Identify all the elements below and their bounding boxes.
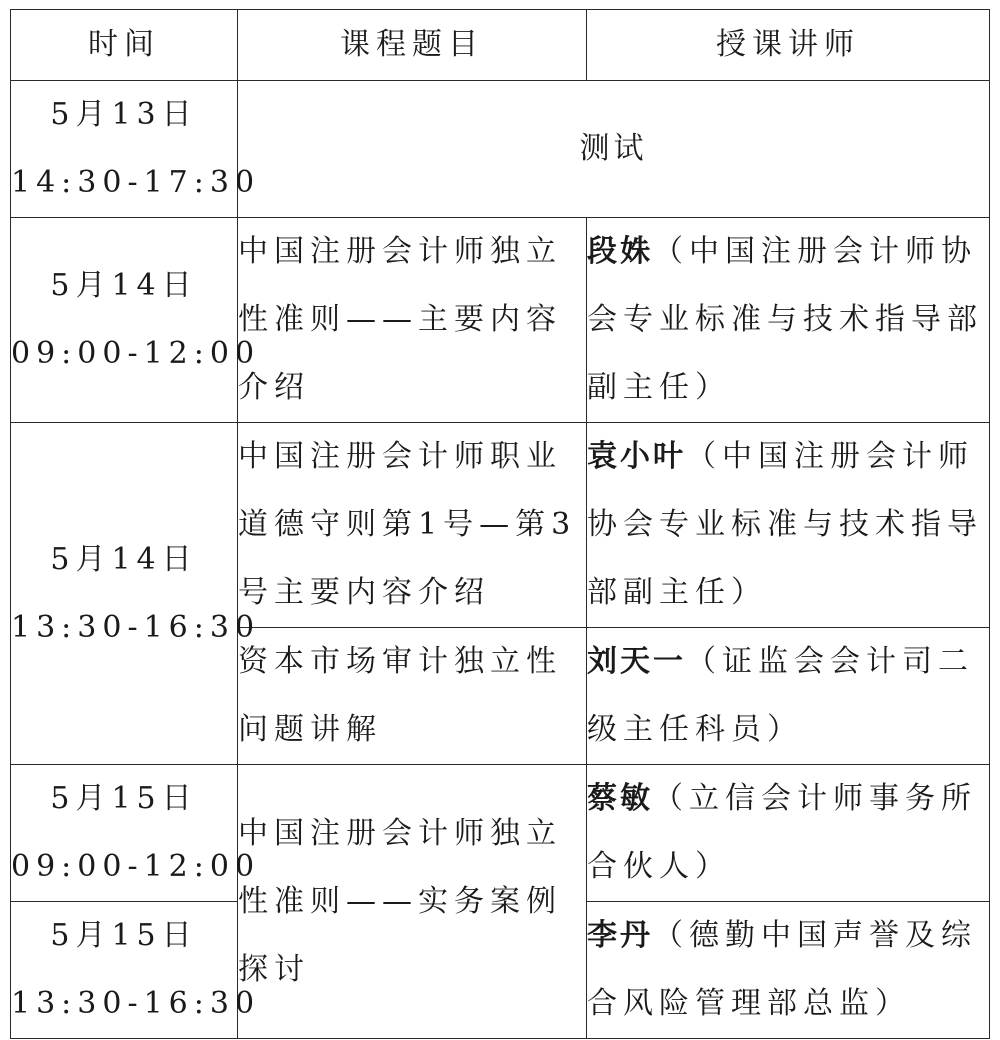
time-cell	[11, 218, 261, 423]
lecturer-cell	[587, 218, 990, 423]
time-cell	[11, 902, 261, 1039]
lecturer-title: （中国注册会计师协会专业标准与技术指导部副主任）	[587, 439, 983, 610]
time-range-text: 13:30-16:30	[11, 986, 261, 1021]
schedule-table	[10, 9, 990, 1039]
date-text: 5月14日	[50, 268, 198, 303]
lecturer-name: 李丹	[587, 918, 653, 953]
topic-cell: 中国注册会计师职业道德守则第1号—第3号主要内容介绍	[238, 423, 587, 628]
topic-cell: 测试	[238, 81, 990, 218]
date-text: 5月13日	[50, 97, 198, 132]
header-topic: 课程题目	[238, 10, 587, 81]
topic-cell: 中国注册会计师独立性准则——实务案例探讨	[238, 765, 587, 1039]
lecturer-cell	[587, 423, 990, 628]
time-cell	[11, 765, 261, 902]
lecturer-cell	[587, 902, 990, 1039]
time-range-text: 14:30-17:30	[11, 165, 261, 200]
time-range-text: 09:00-12:00	[11, 849, 261, 884]
lecturer-title: （德勤中国声誉及综合风险管理部总监）	[587, 918, 977, 1021]
topic-cell: 中国注册会计师独立性准则——主要内容介绍	[238, 218, 587, 423]
header-row	[11, 10, 990, 81]
header-lecturer: 授课讲师	[587, 10, 990, 81]
date-text: 5月15日	[50, 781, 198, 816]
lecturer-cell	[587, 628, 990, 765]
table-row	[11, 81, 990, 218]
time-range-text: 13:30-16:30	[11, 609, 261, 645]
topic-cell: 资本市场审计独立性问题讲解	[238, 628, 587, 765]
time-cell	[11, 423, 261, 765]
lecturer-title: （立信会计师事务所合伙人）	[587, 781, 977, 884]
lecturer-name: 段姝	[587, 234, 653, 269]
lecturer-name: 蔡敏	[587, 781, 653, 816]
lecturer-name: 袁小叶	[587, 439, 686, 474]
table-row	[11, 765, 990, 902]
table-row	[11, 218, 990, 423]
lecturer-title: （证监会会计司二级主任科员）	[587, 644, 974, 747]
time-range-text: 09:00-12:00	[11, 336, 261, 371]
date-text: 5月15日	[50, 918, 198, 953]
lecturer-name: 刘天一	[587, 644, 686, 679]
time-cell	[11, 81, 261, 218]
date-text: 5月14日	[50, 541, 198, 577]
lecturer-cell	[587, 765, 990, 902]
lecturer-title: （中国注册会计师协会专业标准与技术指导部副主任）	[587, 234, 983, 405]
header-time: 时间	[11, 10, 238, 81]
table-row	[11, 423, 990, 628]
